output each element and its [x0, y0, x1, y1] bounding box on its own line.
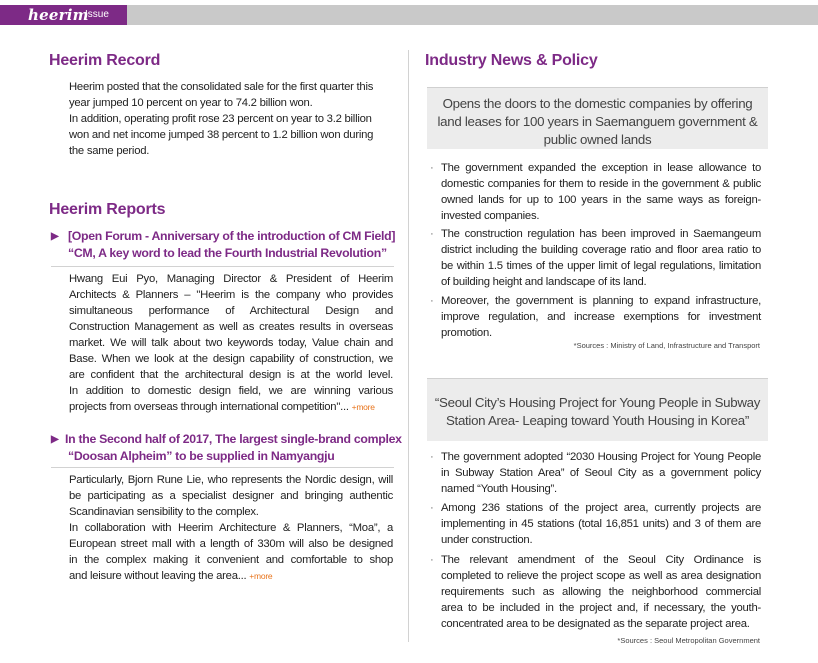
triangle-right-icon: ▶ [51, 231, 59, 242]
heerim-reports-heading: Heerim Reports [49, 201, 166, 218]
report-2-body: Particularly, Bjorn Rune Lie, who represents the Nordic design, will be participating as a specialist designer and bringing authentic Scandinavian sensibility to the complex. In collaboration with Heerim Architecture & Planners, “Moa”, a European street mall with a length of 330m will also be designed in the complex making it convenient and comfortable to shop and leisure without leaving the area... +more [69, 474, 393, 582]
report-1-body: Hwang Eui Pyo, Managing Director & President of Heerim Architects & Planners – "Heerim is the company who provides simultaneous performance of Architectural Design and Construction Management as well as creates results in overseas market. We will talk about two keywords today, Value chain and Base. When we look at the design capability of construction, we are confident that the architectural design is at the world level. In addition to domestic design field, we are winning various projects from overseas through international competition"... +more [69, 273, 393, 413]
news-1-bullet-1: · The government expanded the exception in lease allowance to domestic companies for them to reside in the government & public owned lands for up to 100 years in the same ways as foreign- invested companies. [430, 162, 761, 222]
report-1-divider [51, 266, 394, 267]
news-2-source: *Sources : Seoul Metropolitan Government [617, 636, 760, 645]
news-1-source: *Sources : Ministry of Land, Infrastructure and Transport [573, 341, 760, 350]
bullet-dot-icon: · [430, 295, 434, 307]
report-1-title[interactable]: ▶ [Open Forum - Anniversary of the introduction of CM Field] “CM, A key word to lead the Fourth Industrial Revolution” [51, 229, 396, 260]
brand-badge [0, 5, 127, 25]
news-2-bullet-3: · The relevant amendment of the Seoul City Ordinance is completed to relieve the project scope as well as area designation requirements such as allowing the neighborhood commercial area to be included in the project and, if necessary, the youth- concentrated area to be designated as the separate project area. [430, 554, 761, 630]
bullet-dot-icon: · [430, 451, 434, 463]
news-2-title-box: “Seoul City’s Housing Project for Young People in Subway Station Area- Leaping toward Youth Housing in Korea” [427, 378, 768, 441]
top-bar [0, 5, 818, 25]
report-2-divider [51, 467, 394, 468]
report-1-more-link[interactable]: +more [351, 402, 375, 412]
news-1-bullet-3: · Moreover, the government is planning to expand infrastructure, improve regulation, and increase exemptions for investment promotion. [430, 295, 761, 339]
news-1-bullet-2: · The construction regulation has been improved in Saemangeum district including the building coverage ratio and floor area ratio to be within 1.5 times of the upper limit of legal regulations, limitation of building height and landscape of its land. [430, 228, 761, 288]
column-divider [408, 50, 409, 642]
section-label: Issue [85, 9, 109, 20]
report-2-more-link[interactable]: +more [249, 571, 273, 581]
heerim-logo: heerim [28, 6, 89, 24]
bullet-dot-icon: · [430, 162, 434, 174]
heerim-record-text: Heerim posted that the consolidated sale for the first quarter this year jumped 10 percent on year to 74.2 billion won. In addition, operating profit rose 23 percent on year to 3.2 billion won and net income jumped 38 percent to 1.2 billion won during the same period. [69, 81, 374, 157]
report-2-title[interactable]: ▶ In the Second half of 2017, The largest single-brand complex “Doosan Alpheim” to be supplied in Namyangju [51, 432, 402, 463]
industry-news-heading: Industry News & Policy [425, 52, 598, 69]
bullet-dot-icon: · [430, 502, 434, 514]
bullet-dot-icon: · [430, 228, 434, 240]
news-2-bullet-2: · Among 236 stations of the project area, currently projects are implementing in 45 stations (total 16,851 units) and 3 of them are under construction. [430, 502, 761, 546]
bullet-dot-icon: · [430, 554, 434, 566]
heerim-record-heading: Heerim Record [49, 52, 161, 69]
news-2-bullet-1: · The government adopted “2030 Housing Project for Young People in Subway Station Area” of Seoul City as a government policy named “Youth Housing”. [430, 451, 761, 495]
news-1-title-box: Opens the doors to the domestic companies by offering land leases for 100 years in Saemanguem government & public owned lands [427, 87, 768, 149]
triangle-right-icon: ▶ [51, 434, 59, 445]
